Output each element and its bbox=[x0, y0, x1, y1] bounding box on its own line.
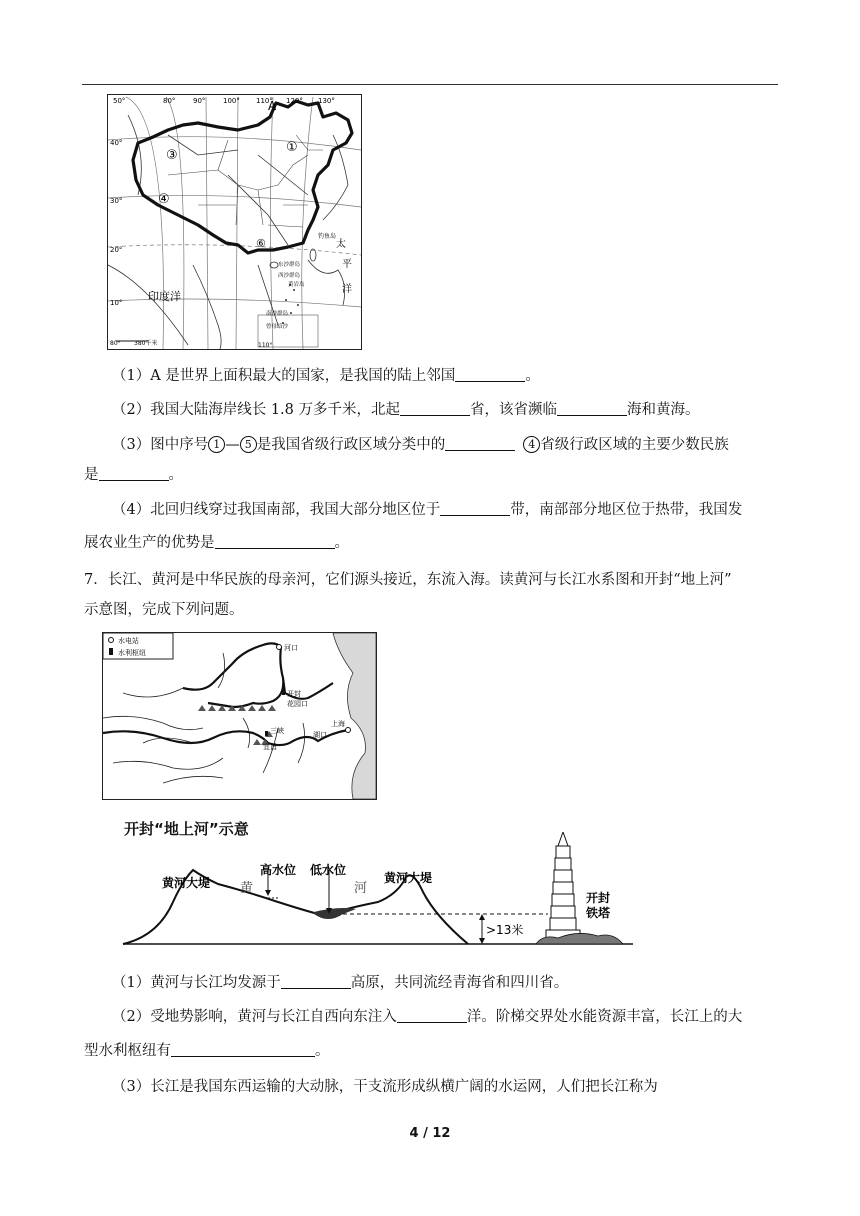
low-water-fill bbox=[314, 908, 356, 919]
q7-p1-text-b: 高原，共同流经青海省和四川省。 bbox=[350, 975, 569, 991]
q7-intro-2: 示意图，完成下列问题。 bbox=[84, 602, 244, 618]
answer-blank[interactable] bbox=[281, 974, 351, 989]
q7-p1-text-a: （1）黄河与长江均发源于 bbox=[112, 975, 281, 991]
province-lines bbox=[168, 135, 323, 227]
marker-4: ④ bbox=[158, 192, 170, 207]
q6-part2 bbox=[112, 400, 700, 420]
iron-tower-icon bbox=[546, 832, 580, 940]
lon-label: 110° bbox=[258, 342, 273, 349]
q6-part4-line2 bbox=[84, 533, 349, 553]
q6-part3-line1 bbox=[112, 435, 729, 455]
circled-4: 4 bbox=[523, 436, 540, 453]
q6-p2-text-a: （2）我国大陆海岸线长 1.8 万多千米，北起 bbox=[112, 402, 401, 418]
lon-label: 130° bbox=[318, 97, 335, 105]
lon-label: 100° bbox=[223, 97, 240, 105]
q6-part1 bbox=[112, 366, 540, 386]
china-map-figure bbox=[107, 94, 362, 350]
label-tower-1: 开封 bbox=[586, 891, 611, 905]
q7-intro-1: 7．长江、黄河是中华民族的母亲河，它们源头接近，东流入海。读黄河与长江水系图和开封“地上河” bbox=[84, 572, 732, 588]
q7-p2-text-b: 洋。阶梯交界处水能资源丰富，长江上的大 bbox=[466, 1009, 743, 1025]
answer-blank[interactable] bbox=[455, 367, 525, 382]
q6-p2-text-b: 省，该省濒临 bbox=[470, 402, 558, 418]
q6-p3-text-b: 是我国省级行政区域分类中的 bbox=[256, 437, 446, 453]
river-system-figure bbox=[102, 632, 377, 800]
answer-blank[interactable] bbox=[440, 501, 510, 516]
marker-1: ① bbox=[286, 140, 298, 155]
circled-5: 5 bbox=[240, 436, 257, 453]
taiwan-shape bbox=[310, 249, 316, 261]
marker-6: ⑥ bbox=[256, 237, 266, 250]
lon-label: 110° bbox=[256, 97, 273, 105]
label-low-water: 低水位 bbox=[310, 863, 347, 877]
place-kaifeng: 开封 bbox=[287, 690, 301, 698]
pacific-label: 太 bbox=[336, 239, 346, 250]
answer-blank[interactable] bbox=[445, 436, 515, 451]
yellow-river bbox=[183, 643, 333, 707]
circled-1: 1 bbox=[208, 436, 225, 453]
tributaries bbox=[103, 653, 305, 783]
place-sanxia: 三峡 bbox=[270, 727, 284, 735]
marker-3: ③ bbox=[166, 148, 178, 163]
q6-p3-text-a: （3）图中序号 bbox=[112, 437, 209, 453]
label-high-water: 高水位 bbox=[260, 863, 297, 877]
header-rule bbox=[82, 84, 778, 85]
sanxia-dam bbox=[265, 731, 268, 736]
island-label: 黄岩岛 bbox=[288, 282, 305, 288]
lon-label: 120° bbox=[286, 97, 303, 105]
dam-icon bbox=[109, 648, 113, 655]
lon-label: 80° bbox=[110, 340, 121, 347]
place-shanghai: 上海 bbox=[331, 720, 345, 728]
lat-label: 40° bbox=[110, 139, 123, 147]
answer-blank[interactable] bbox=[397, 1008, 467, 1023]
china-border bbox=[133, 101, 352, 253]
label-height: >13米 bbox=[486, 923, 524, 937]
q6-part3-line2 bbox=[84, 465, 183, 485]
label-levee-left: 黄河大堤 bbox=[162, 876, 211, 890]
island-label: 钓鱼岛 bbox=[318, 233, 337, 240]
hekou-station bbox=[277, 645, 282, 650]
q7-part3 bbox=[112, 1077, 658, 1097]
hainan-shape bbox=[270, 262, 278, 268]
island-label: 南沙群岛 bbox=[266, 311, 289, 317]
scale-label: 380千米 bbox=[134, 340, 158, 347]
legend-dam-label: 水利枢纽 bbox=[118, 649, 146, 657]
q7-intro-line1 bbox=[84, 570, 732, 590]
q6-p4-end: 。 bbox=[334, 535, 349, 551]
indian-ocean-label: 印度洋 bbox=[148, 290, 181, 303]
island-label: 东沙群岛 bbox=[278, 262, 301, 268]
place-hekou: 河口 bbox=[284, 644, 298, 652]
answer-blank[interactable] bbox=[171, 1042, 315, 1057]
huayuankou-dam bbox=[282, 690, 285, 695]
page-number: 4 / 12 bbox=[409, 1126, 451, 1141]
pacific-label: 平 bbox=[342, 259, 352, 270]
island-dots bbox=[282, 284, 299, 324]
q6-p2-text-c: 海和黄海。 bbox=[627, 402, 700, 418]
island-label: 曾母暗沙 bbox=[266, 324, 289, 330]
q6-p4-text-c: 展农业生产的优势是 bbox=[84, 535, 215, 551]
lat-label: 10° bbox=[110, 299, 123, 307]
section-svg bbox=[118, 832, 638, 950]
q7-p2-text-a: （2）受地势影响，黄河与长江自西向东注入 bbox=[112, 1009, 397, 1025]
q7-intro-line2 bbox=[84, 600, 244, 620]
answer-blank[interactable] bbox=[215, 534, 335, 549]
china-map-svg bbox=[108, 95, 361, 349]
river-map-svg bbox=[103, 633, 376, 799]
label-levee-right: 黄河大堤 bbox=[384, 871, 433, 885]
q6-p3-dash: — bbox=[225, 437, 240, 453]
answer-blank[interactable] bbox=[99, 466, 169, 481]
yangtze-river bbox=[103, 730, 348, 745]
arrow-head bbox=[265, 890, 271, 896]
label-huang: 黄 bbox=[240, 881, 254, 896]
q7-p3-text: （3）长江是我国东西运输的大动脉，干支流形成纵横广阔的水运网，人们把长江称为 bbox=[112, 1079, 658, 1095]
section-title: 开封“地上河”示意 bbox=[124, 820, 249, 838]
place-yichang: 宜昌 bbox=[263, 743, 277, 751]
lon-label: 80° bbox=[163, 97, 176, 105]
lon-label: 90° bbox=[193, 97, 206, 105]
answer-blank[interactable] bbox=[557, 401, 627, 416]
answer-blank[interactable] bbox=[400, 401, 470, 416]
lat-label: 20° bbox=[110, 246, 123, 254]
lon-label: 50° bbox=[113, 97, 126, 105]
label-tower-2: 铁塔 bbox=[586, 906, 611, 920]
q6-p3-end: 。 bbox=[168, 467, 183, 483]
legend-hydro-label: 水电站 bbox=[118, 637, 139, 645]
q7-part2-line2 bbox=[84, 1041, 330, 1061]
place-huayuankou: 花园口 bbox=[287, 700, 308, 708]
label-he: 河 bbox=[354, 881, 368, 896]
kaifeng-section-diagram bbox=[118, 832, 638, 950]
sea-area bbox=[333, 633, 376, 799]
pacific-label: 洋 bbox=[342, 284, 352, 295]
q7-part2-line1 bbox=[112, 1007, 742, 1027]
q6-p3-text-d: 是 bbox=[84, 467, 99, 483]
q6-p1-text: （1）A 是世界上面积最大的国家，是我国的陆上邻国 bbox=[112, 368, 456, 384]
graticule bbox=[108, 97, 361, 349]
q6-p4-text-b: 带，南部部分地区位于热带，我国发 bbox=[510, 502, 743, 518]
place-hukou: 湖口 bbox=[313, 731, 327, 739]
shanghai-point bbox=[346, 728, 351, 733]
q6-part4-line1 bbox=[112, 500, 742, 520]
island-label: 西沙群岛 bbox=[278, 273, 301, 279]
q7-p2-text-c: 型水利枢纽有 bbox=[84, 1043, 171, 1059]
map-label-a: A bbox=[268, 99, 277, 113]
q6-p1-end: 。 bbox=[525, 368, 540, 384]
q6-p4-text-a: （4）北回归线穿过我国南部，我国大部分地区位于 bbox=[112, 502, 441, 518]
q7-part1 bbox=[112, 973, 568, 993]
q6-p3-text-c: 省级行政区域的主要少数民族 bbox=[540, 437, 729, 453]
q7-p2-end: 。 bbox=[315, 1043, 330, 1059]
lat-label: 30° bbox=[110, 197, 123, 205]
